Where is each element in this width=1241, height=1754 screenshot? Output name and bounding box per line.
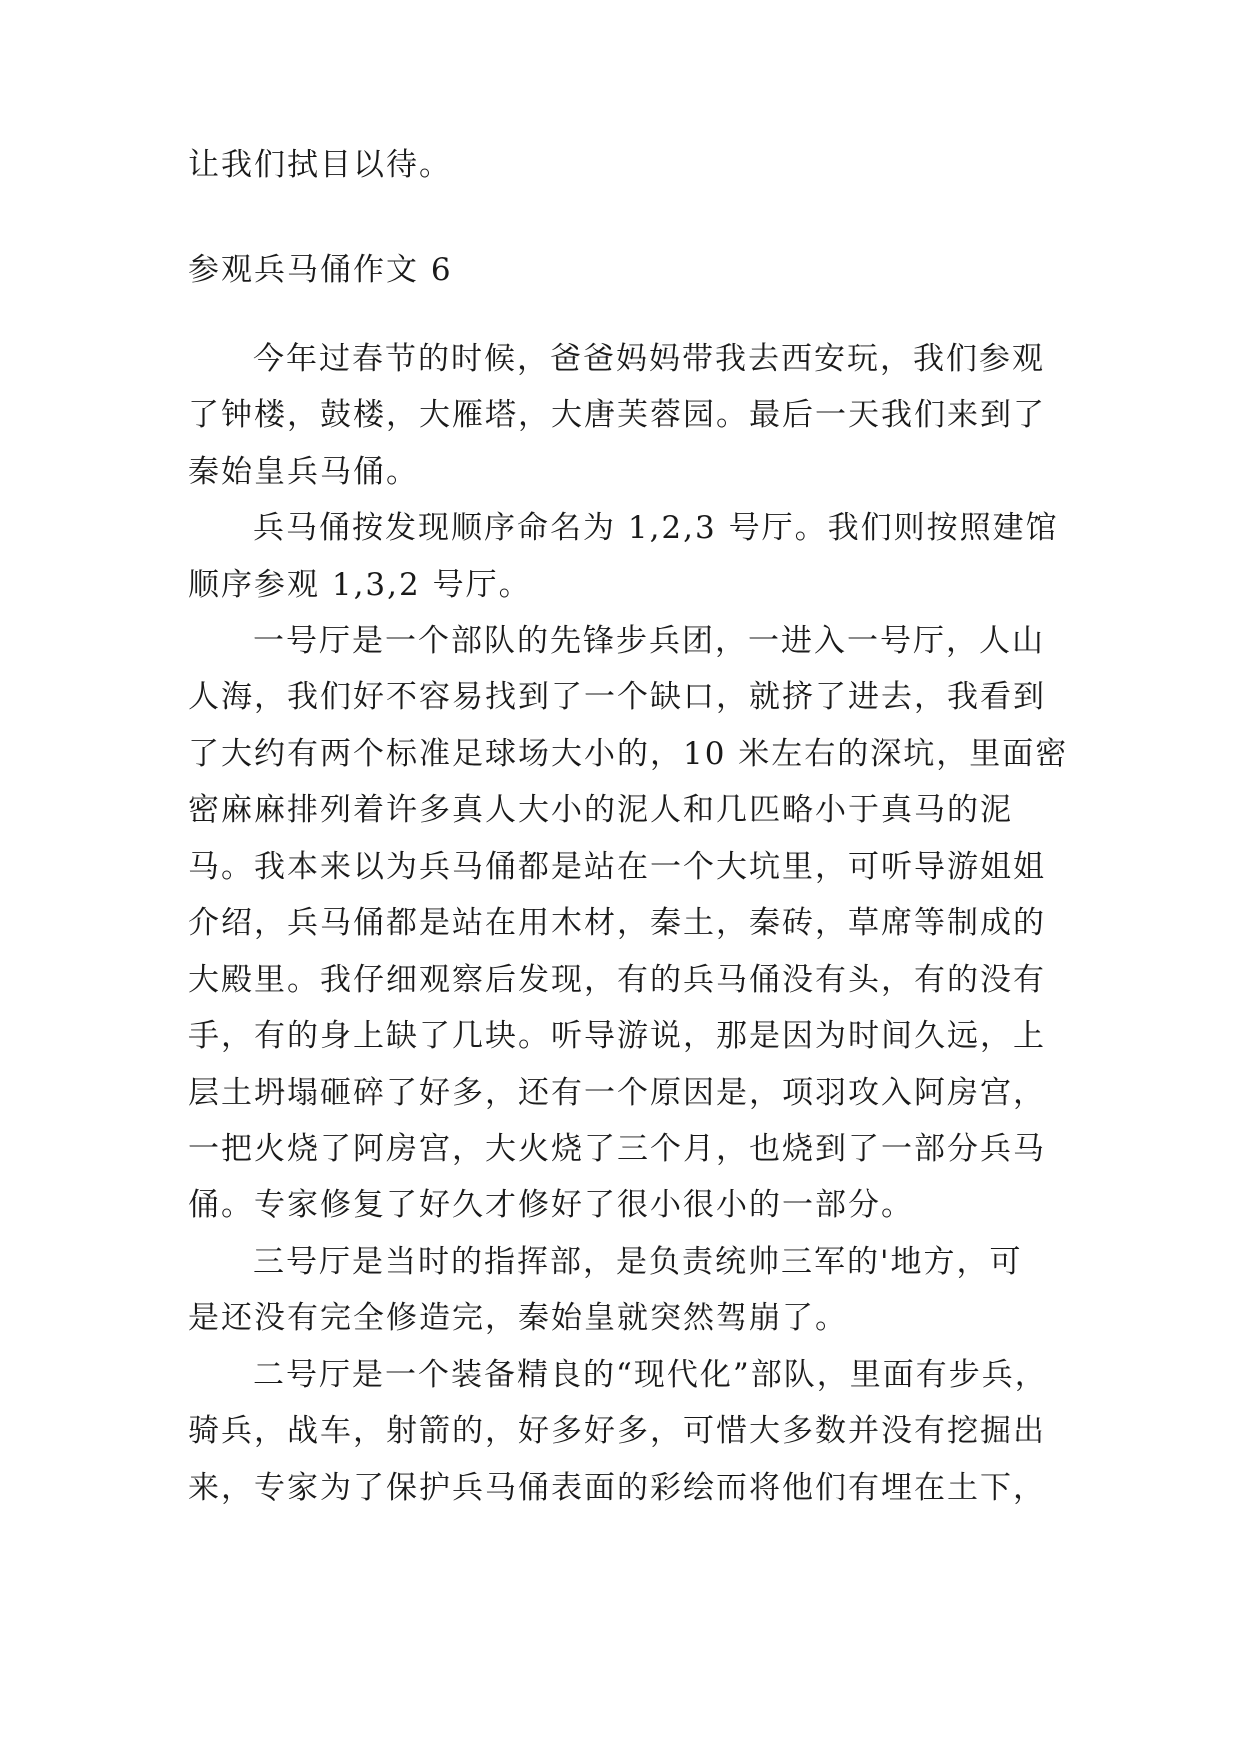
text-line: 手，有的身上缺了几块。听导游说，那是因为时间久远，上 [188, 1018, 1046, 1054]
text-line: 介绍，兵马俑都是站在用木材，秦土，秦砖，草席等制成的 [188, 905, 1046, 941]
text-line: 让我们拭目以待。 [188, 147, 452, 183]
text-line: 二号厅是一个装备精良的“现代化”部队，里面有步兵， [253, 1357, 1048, 1393]
section-title: 参观兵马俑作文 6 [188, 252, 453, 288]
text-line: 马。我本来以为兵马俑都是站在一个大坑里，可听导游姐姐 [188, 849, 1046, 885]
text-line: 兵马俑按发现顺序命名为 1,2,3 号厅。我们则按照建馆 [253, 510, 1059, 546]
text-line: 层土坍塌砸碎了好多，还有一个原因是，项羽攻入阿房宫， [188, 1075, 1046, 1111]
text-line: 秦始皇兵马俑。 [188, 454, 419, 490]
text-line: 俑。专家修复了好久才修好了很小很小的一部分。 [188, 1187, 914, 1223]
text-line: 了钟楼，鼓楼，大雁塔，大唐芙蓉园。最后一天我们来到了 [188, 397, 1046, 433]
text-line: 今年过春节的时候，爸爸妈妈带我去西安玩，我们参观 [253, 341, 1045, 377]
text-line: 大殿里。我仔细观察后发现，有的兵马俑没有头，有的没有 [188, 962, 1046, 998]
text-line: 一号厅是一个部队的先锋步兵团，一进入一号厅，人山 [253, 623, 1045, 659]
text-line: 一把火烧了阿房宫，大火烧了三个月，也烧到了一部分兵马 [188, 1131, 1046, 1167]
text-line: 了大约有两个标准足球场大小的，10 米左右的深坑，里面密 [188, 736, 1069, 772]
text-line: 密麻麻排列着许多真人大小的泥人和几匹略小于真马的泥 [188, 792, 1013, 828]
text-line: 三号厅是当时的指挥部，是负责统帅三军的'地方，可 [253, 1244, 1023, 1280]
text-line: 是还没有完全修造完，秦始皇就突然驾崩了。 [188, 1300, 848, 1336]
text-line: 人海，我们好不容易找到了一个缺口，就挤了进去，我看到 [188, 679, 1046, 715]
text-line: 来，专家为了保护兵马俑表面的彩绘而将他们有埋在土下， [188, 1470, 1046, 1506]
text-line: 骑兵，战车，射箭的，好多好多，可惜大多数并没有挖掘出 [188, 1413, 1046, 1449]
text-line: 顺序参观 1,3,2 号厅。 [188, 567, 532, 603]
